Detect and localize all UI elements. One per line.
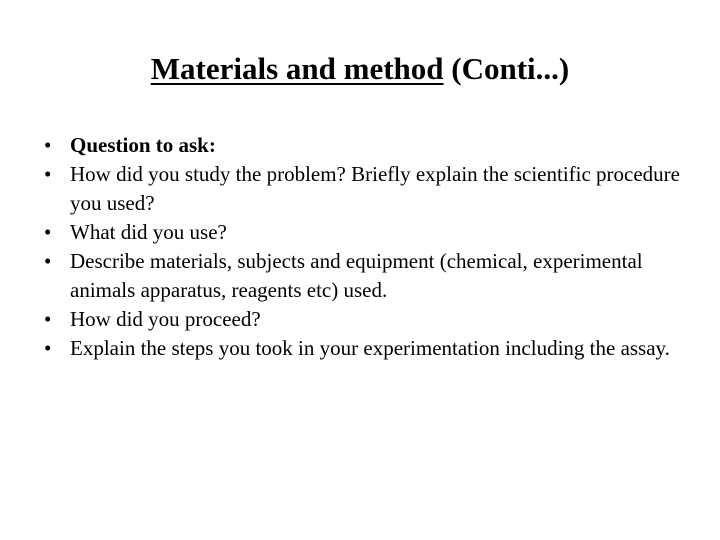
bullet-item <box>44 247 684 305</box>
bullet-text: Describe materials, subjects and equipment (chemical, experimental animals apparatus, reagents etc) used. <box>70 249 643 302</box>
slide-title <box>0 50 720 88</box>
bullet-icon: • <box>44 133 52 157</box>
bullet-item <box>44 334 684 363</box>
title-suffix: (Conti...) <box>443 51 570 86</box>
bullet-item <box>44 160 684 218</box>
bullet-icon: • <box>44 162 52 186</box>
bullet-text: Explain the steps you took in your experimentation including the assay. <box>70 336 670 360</box>
bullet-icon: • <box>44 220 52 244</box>
bullet-text: Question to ask: <box>70 133 216 157</box>
bullet-text: How did you study the problem? Briefly explain the scientific procedure you used? <box>70 162 680 215</box>
bullet-text: What did you use? <box>70 220 227 244</box>
bullet-item <box>44 305 684 334</box>
bullet-icon: • <box>44 249 52 273</box>
bullet-icon: • <box>44 307 52 331</box>
bullet-icon: • <box>44 336 52 360</box>
title-main: Materials and method <box>150 51 444 86</box>
bullet-list <box>44 131 684 363</box>
bullet-item <box>44 218 684 247</box>
bullet-text: How did you proceed? <box>70 307 261 331</box>
bullet-item <box>44 131 684 160</box>
